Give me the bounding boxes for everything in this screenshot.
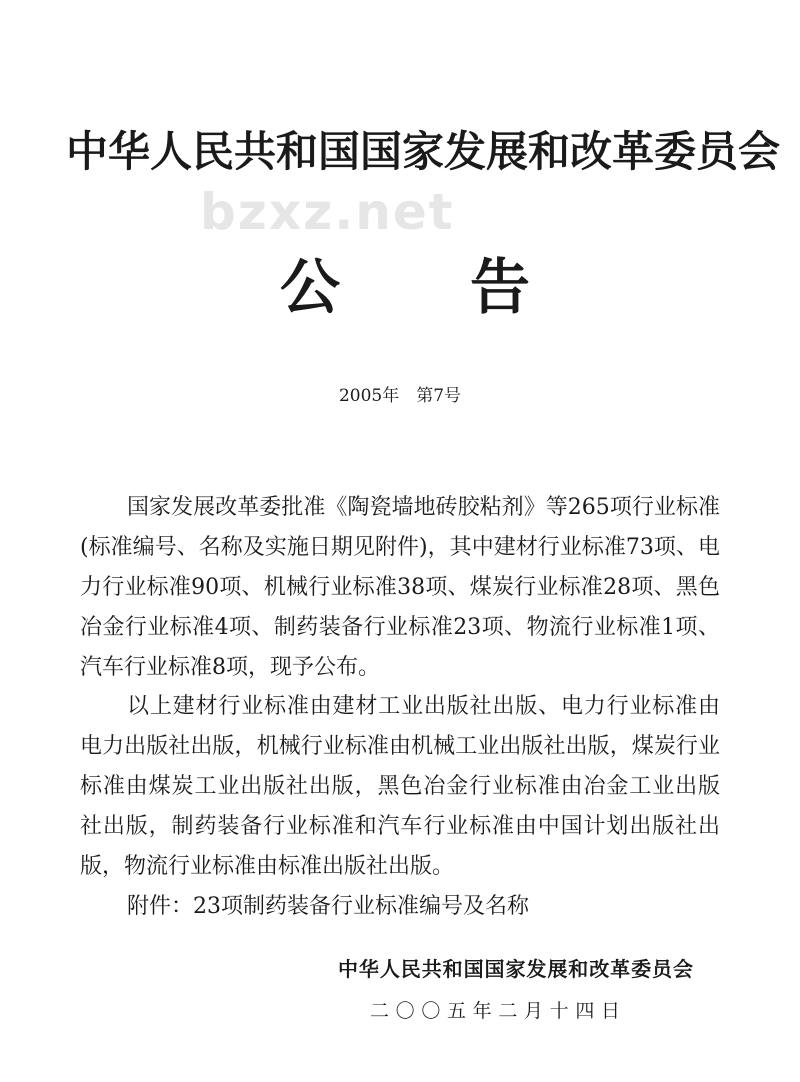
paragraph1-line: 冶金行业标准4项、制药装备行业标准23项、物流行业标准1项、 <box>80 615 720 640</box>
paragraph1-line: (标准编号、名称及实施日期见附件)，其中建材行业标准73项、电 <box>80 535 720 560</box>
heading-char: 告 <box>470 253 530 323</box>
paragraph2-line: 标准由煤炭工业出版社出版，黑色冶金行业标准由冶金工业出版 <box>80 774 720 799</box>
watermark: bzxz.net <box>200 183 455 241</box>
issuer-title: 中华人民共和国国家发展和改革委员会 <box>66 127 781 176</box>
issue-number: 2005年 第7号 <box>338 386 462 406</box>
signature-date: 二〇〇五年二月十四日 <box>370 1000 620 1022</box>
heading-char: 公 <box>280 253 340 323</box>
paragraph2-line: 社出版，制药装备行业标准和汽车行业标准由中国计划出版社出 <box>80 814 720 839</box>
paragraph1-line: 国家发展改革委批准《陶瓷墙地砖胶粘剂》等265项行业标准 <box>127 495 720 520</box>
announcement-heading <box>280 250 530 326</box>
signature-organization: 中华人民共和国国家发展和改革委员会 <box>338 957 693 981</box>
paragraph1-line: 力行业标准90项、机械行业标准38项、煤炭行业标准28项、黑色 <box>80 575 720 600</box>
attachment-note: 附件：23项制药装备行业标准编号及名称 <box>127 894 529 919</box>
paragraph2-line: 版，物流行业标准由标准出版社出版。 <box>80 854 455 879</box>
paragraph2-line: 电力出版社出版，机械行业标准由机械工业出版社出版，煤炭行业 <box>80 734 720 759</box>
paragraph2-line: 以上建材行业标准由建材工业出版社出版、电力行业标准由 <box>127 694 720 719</box>
paragraph1-line: 汽车行业标准8项，现予公布。 <box>80 655 380 680</box>
